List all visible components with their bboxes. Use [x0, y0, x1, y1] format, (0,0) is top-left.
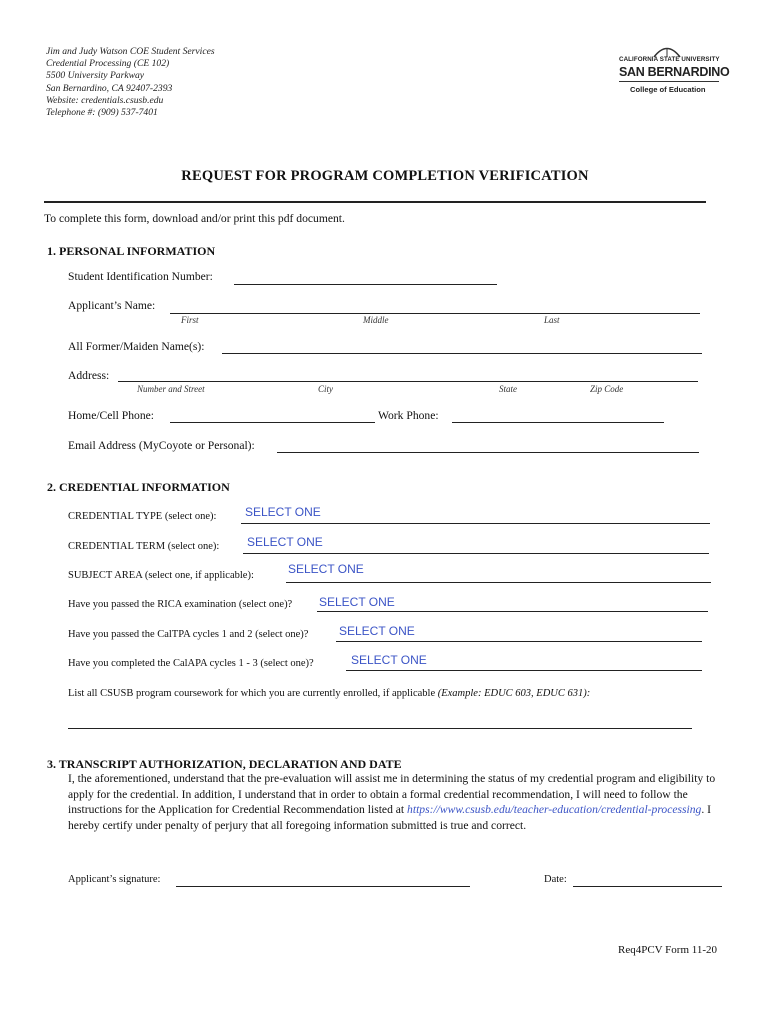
credential-term-select[interactable]: SELECT ONE: [247, 535, 323, 549]
student-id-label: Student Identification Number:: [68, 270, 213, 283]
logo-line-1: CALIFORNIA STATE UNIVERSITY: [619, 56, 720, 63]
intro-text: To complete this form, download and/or print this pdf document.: [44, 212, 345, 225]
address-line: Telephone #: (909) 537-7401: [46, 107, 158, 119]
rica-select[interactable]: SELECT ONE: [319, 595, 395, 609]
caltpa-line: [336, 641, 702, 642]
address-line: San Bernardino, CA 92407-2393: [46, 82, 173, 94]
signature-field[interactable]: [176, 886, 470, 887]
credential-term-line: [243, 553, 709, 554]
caltpa-label: Have you passed the CalTPA cycles 1 and 2 (select one)?: [68, 629, 309, 640]
form-number: Req4PCV Form 11-20: [618, 944, 718, 956]
coursework-label: [68, 688, 590, 699]
address-field[interactable]: [118, 381, 698, 382]
section-1-heading: 1. PERSONAL INFORMATION: [47, 244, 216, 258]
email-field[interactable]: [277, 452, 699, 453]
university-logo: [617, 50, 730, 98]
credential-type-line: [241, 523, 710, 524]
calapa-select[interactable]: SELECT ONE: [351, 653, 427, 667]
declaration-paragraph: [68, 771, 720, 833]
title-divider: [44, 201, 706, 203]
subject-area-line: [286, 582, 711, 583]
home-phone-field[interactable]: [170, 422, 375, 423]
form-title: REQUEST FOR PROGRAM COMPLETION VERIFICATION: [181, 168, 589, 184]
work-phone-label: Work Phone:: [378, 409, 439, 422]
calapa-line: [346, 670, 702, 671]
address-line: Jim and Judy Watson COE Student Services: [46, 46, 215, 57]
address-state-caption: State: [499, 384, 517, 394]
section-3-heading: 3. TRANSCRIPT AUTHORIZATION, DECLARATION AND DATE: [47, 757, 402, 771]
address-zip-caption: Zip Code: [590, 384, 624, 394]
address-city-caption: City: [318, 384, 333, 394]
name-middle-caption: Middle: [363, 315, 389, 325]
logo-line-3: College of Education: [630, 85, 706, 94]
signature-label: Applicant’s signature:: [68, 874, 161, 885]
logo-line-2: SAN BERNARDINO: [619, 65, 730, 79]
applicant-name-field[interactable]: [170, 313, 700, 314]
address-label: Address:: [68, 369, 110, 382]
address-line: 5500 University Parkway: [46, 70, 145, 82]
credential-processing-link[interactable]: https://www.csusb.edu/teacher-education/credential-processing: [407, 803, 702, 817]
rica-label: Have you passed the RICA examination (select one)?: [68, 599, 293, 610]
logo-rule: [619, 81, 719, 82]
former-names-label: All Former/Maiden Name(s):: [68, 340, 205, 353]
date-field[interactable]: [573, 886, 722, 887]
credential-type-select[interactable]: SELECT ONE: [245, 505, 321, 519]
subject-area-label: SUBJECT AREA (select one, if applicable):: [68, 570, 254, 581]
applicant-name-label: Applicant’s Name:: [68, 299, 156, 312]
home-phone-label: Home/Cell Phone:: [68, 409, 154, 422]
subject-area-select[interactable]: SELECT ONE: [288, 562, 364, 576]
work-phone-field[interactable]: [452, 422, 664, 423]
date-label: Date:: [544, 874, 567, 885]
address-line: Website: credentials.csusb.edu: [46, 94, 164, 106]
coursework-text: List all CSUSB program coursework for which you are currently enrolled, if applicable: [68, 688, 436, 699]
address-street-caption: Number and Street: [137, 384, 205, 394]
office-address: [46, 46, 215, 119]
email-label: Email Address (MyCoyote or Personal):: [68, 439, 255, 452]
former-names-field[interactable]: [222, 353, 702, 354]
section-2-heading: 2. CREDENTIAL INFORMATION: [47, 480, 230, 494]
declaration-text-1: I, the aforementioned, understand that the pre-evaluation will assist me in determining the status of my credential program and eligibility to apply for the credential. In addition, I understand that in order to obtain a formal credential recommendation, I will need to follow the instructions for the Application for Credential Recommendation listed at: [68, 772, 716, 817]
student-id-field[interactable]: [234, 284, 497, 285]
calapa-label: Have you completed the CalAPA cycles 1 - 3 (select one)?: [68, 658, 314, 669]
caltpa-select[interactable]: SELECT ONE: [339, 624, 415, 638]
credential-term-label: CREDENTIAL TERM (select one):: [68, 541, 220, 552]
name-last-caption: Last: [544, 315, 560, 325]
address-line: Credential Processing (CE 102): [46, 58, 170, 70]
coursework-field[interactable]: [68, 728, 692, 729]
coursework-example: (Example: EDUC 603, EDUC 631):: [437, 688, 591, 699]
credential-type-label: CREDENTIAL TYPE (select one):: [68, 511, 217, 522]
rica-line: [317, 611, 708, 612]
name-first-caption: First: [181, 315, 199, 325]
declaration-text-2: . I hereby certify under penalty of perjury that all foregoing information submitted is true and correct.: [68, 803, 711, 832]
